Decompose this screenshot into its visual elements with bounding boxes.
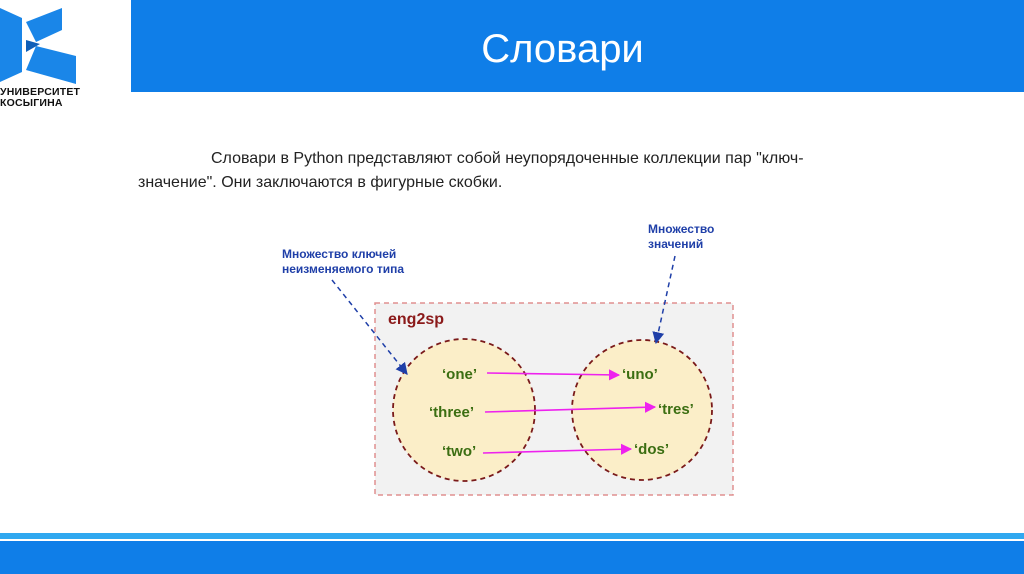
- keys-caption-line-2: неизменяемого типа: [282, 262, 405, 276]
- key-two: ‘two’: [442, 443, 477, 460]
- values-caption-line-2: значений: [648, 237, 704, 251]
- page-title: Словари: [481, 26, 644, 71]
- value-uno: ‘uno’: [622, 366, 658, 383]
- footer-accent-line: [0, 533, 1024, 539]
- key-one: ‘one’: [442, 366, 478, 383]
- value-tres: ‘tres’: [658, 401, 694, 418]
- values-caption-line-1: Множество: [648, 222, 715, 236]
- footer-bar: [0, 541, 1024, 574]
- body-line-2: значение". Они заключаются в фигурные скобки.: [138, 174, 503, 191]
- dict-name-label: eng2sp: [388, 311, 445, 328]
- key-three: ‘three’: [429, 404, 475, 421]
- logo-line-2: КОСЫГИНА: [0, 97, 63, 109]
- body-line-1: Словари в Python представляют собой неупорядоченные коллекции пар "ключ-: [211, 150, 804, 167]
- logo-line-1: УНИВЕРСИТЕТ: [0, 86, 81, 98]
- keys-caption-line-1: Множество ключей: [282, 247, 397, 261]
- value-dos: ‘dos’: [634, 441, 670, 458]
